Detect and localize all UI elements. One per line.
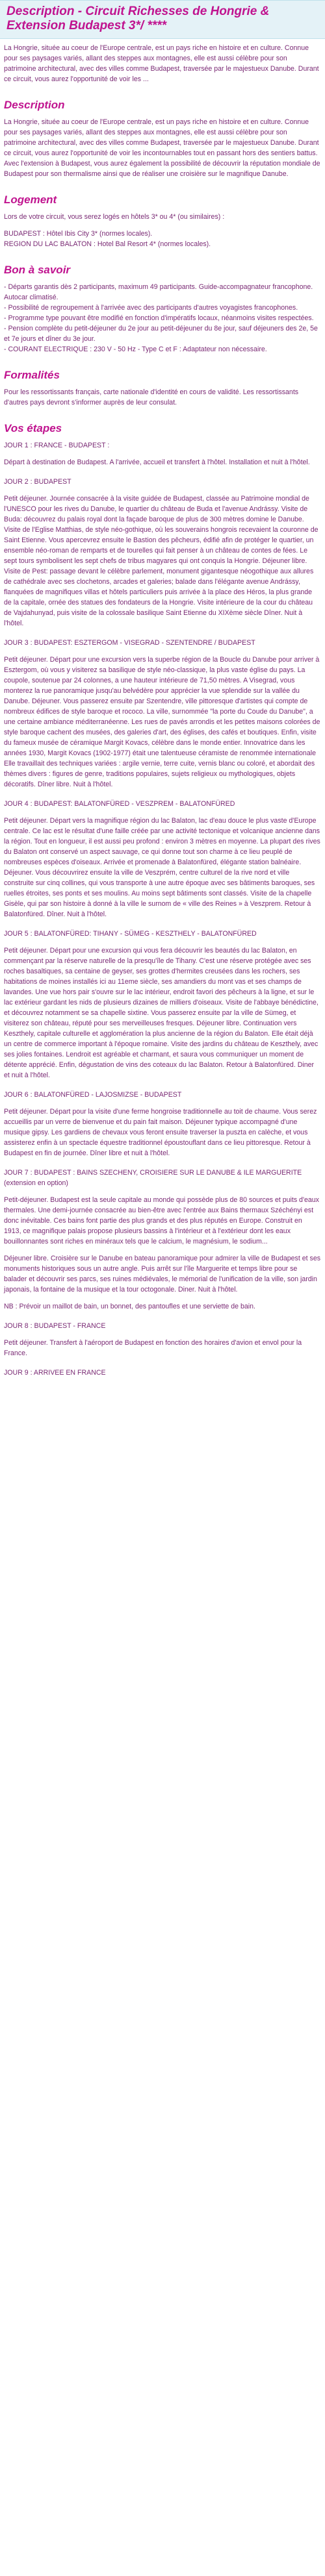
bon-a-savoir-list (4, 282, 321, 355)
day-title: JOUR 9 : ARRIVEE EN FRANCE (4, 1369, 106, 1377)
intro-text: La Hongrie, située au coeur de l'Europe centrale, est un pays riche en histoire et en culture. Connue pour ses paysages variés, allant des steppes aux montagnes, elle est aussi célèbre pour son patrimoine architectural, avec des villes comme Budapest, traversée par le majestueux Danube. Durant ce circuit, vous aurez l'opportunité de voir les ... (4, 44, 319, 83)
logement-hotel-budapest: BUDAPEST : Hôtel Ibis City 3* (normes locales). (4, 230, 153, 238)
day-6 (4, 1090, 321, 1158)
title-banner (0, 0, 325, 39)
day-title: JOUR 7 : BUDAPEST : BAINS SZECHENY, CROISIERE SUR LE DANUBE & ILE MARGUERITE (extension en option) (4, 1169, 302, 1187)
day-title: JOUR 3 : BUDAPEST: ESZTERGOM - VISEGRAD - SZENTENDRE / BUDAPEST (4, 639, 255, 647)
day-text: Déjeuner libre. Croisière sur le Danube en bateau panoramique pour admirer la ville de Budapest et ses monuments historiques sous un autre angle. Puis arrêt sur l'île Marguerite et temps libre pour se balader et découvrir ses parcs, ses ruines médiévales, le mémorial de l'unification de la ville, son jardin japonais, la fontaine de la musique et la tour octogonale. Diner. Nuit à l'hôtel. (4, 1255, 321, 1294)
formalites-heading: Formalités (4, 369, 60, 381)
description-heading: Description (4, 99, 65, 111)
day-title: JOUR 2 : BUDAPEST (4, 478, 72, 486)
bon-a-savoir-item: - Possibilité de regroupement à l'arrivée avec des participants d'autres voyagistes francophones. (4, 304, 298, 312)
day-2 (4, 477, 321, 629)
day-title: JOUR 6 : BALATONFÜRED - LAJOSMIZSE - BUDAPEST (4, 1091, 182, 1099)
day-text: Petit déjeuner. Départ pour la visite d'une ferme hongroise traditionnelle au toit de chaume. Vous serez accueillis par un verre de bienvenue et du pain fait maison. Déjeuner typique accompagné d'une musique gipsy. Les gardiens de chevaux vous feront ensuite traverser la puszta en calèche, et vous assisterez enfin à un spectacle équestre traditionnel époustouflant dans ce lieu pittoresque. Retour à Budapest en fin de journée. Dîner libre et nuit à l'hôtel. (4, 1108, 317, 1157)
day-text: Petit-déjeuner. Budapest est la seule capitale au monde qui possède plus de 80 sources et puits d'eaux thermales. Une demi-journée consacrée au bien-être avec l'entrée aux Bains thermaux Széchényi est donc inévitable. Ces bains font partie des plus grands et des plus réputés en Europe. Construit en 1913, ce magnifique palais propose plusieurs bassins à l'intérieur et à l'extérieur dont les eaux bouillonnantes sont riches en minéraux tels que le calcium, le magnésium, le sodium... (4, 1196, 319, 1245)
logement-heading: Logement (4, 194, 57, 206)
bon-a-savoir-item: - COURANT ELECTRIQUE : 230 V - 50 Hz - Type C et F : Adaptateur non nécessaire. (4, 345, 267, 353)
day-8 (4, 1321, 321, 1358)
day-7 (4, 1168, 321, 1312)
formalites-text: Pour les ressortissants français, carte nationale d'identité en cours de validité. Les ressortissants d'autres pays devront s'informer auprès de leur consulat. (4, 388, 299, 406)
bon-a-savoir-item: - Départs garantis dès 2 participants, maximum 49 participants. Guide-accompagnateur francophone. Autocar climatisé. (4, 283, 313, 301)
day-title: JOUR 5 : BALATONFÜRED: TIHANY - SÜMEG - KESZTHELY - BALATONFÜRED (4, 930, 257, 938)
bon-a-savoir-item: - Pension complète du petit-déjeuner du 2e jour au petit-déjeuner du 8e jour, sauf déjeuners des 2e, 5e et 7e jours et dîner du 3e jour. (4, 325, 318, 343)
page-title: Description - Circuit Richesses de Hongrie & Extension Budapest 3*/ **** (6, 5, 270, 32)
day-title: JOUR 8 : BUDAPEST - FRANCE (4, 1322, 106, 1330)
day-5 (4, 929, 321, 1081)
logement-hotel-balaton: REGION DU LAC BALATON : Hotel Bal Resort 4* (normes locales). (4, 240, 211, 248)
day-4 (4, 799, 321, 919)
day-3 (4, 638, 321, 790)
day-note: NB : Prévoir un maillot de bain, un bonnet, des pantoufles et une serviette de bain. (4, 1303, 255, 1310)
bon-a-savoir-heading: Bon à savoir (4, 264, 71, 276)
day-1 (4, 440, 321, 468)
day-title: JOUR 4 : BUDAPEST: BALATONFÜRED - VESZPREM - BALATONFÜRED (4, 800, 235, 808)
day-text: Petit déjeuner. Départ pour une excursion qui vous fera découvrir les beautés du lac Balaton, en commençant par la réserve naturelle de la presqu'île de Tihany. C'est une réserve protégée avec ses roches basaltiques, sa centaine de geyser, ses grottes d'hermites creusées dans les rochers, ses habitations de moines installés ici au 11eme siècle, ses amandiers du mont vas et ses champs de lavandes. Une vue hors pair s'ouvre sur le lac intérieur, endroit favori des pêcheurs à la ligne, et sur le lac extérieur gardant les nids de plusieurs dizaines de milliers d'oiseaux. Visite de l'abbaye bénédictine, et découvrez notamment se sa chapelle sixtine. Vous passerez ensuite par la ville de Sümeg, et visiterez son château, réputé pour ses merveilleuses fresques. Déjeuner libre. Continuation vers Keszthely, capitale culturelle et agglomération la plus ancienne de la région du Balaton. Elle était déjà un centre de commerce important à l'époque romaine. Visite des jardins du château de Keszthely, avec ses jolies fontaines. Lendroit est agréable et charmant, et saura vous communiquer un moment de détente apprécié. Enfin, dégustation de vins des coteaux du lac Balaton. Retour à Balatonfüred. Diner et nuit à l'hôtel. (4, 947, 318, 1079)
etapes-heading: Vos étapes (4, 422, 62, 434)
day-text: Départ à destination de Budapest. A l'arrivée, accueil et transfert à l'hôtel. Installation et nuit à l'hôtel. (4, 458, 310, 466)
bon-a-savoir-item: - Programme type pouvant être modifié en fonction d'impératifs locaux, néanmoins visites respectées. (4, 314, 314, 322)
logement-intro: Lors de votre circuit, vous serez logés en hôtels 3* ou 4* (ou similaires) : (4, 213, 225, 221)
description-text: La Hongrie, située au coeur de l'Europe centrale, est un pays riche en histoire et en culture. Connue pour ses paysages variés, allant des steppes aux montagnes, elle est aussi célèbre pour son patrimoine architectural, avec des villes comme Budapest, traversée par le majestueux Danube. Durant ce circuit, vous aurez l'opportunité de voir les incontournables tout en passant hors des sentiers battus. Avec l'extension à Budapest, vous aurez également la possibilité de découvrir la réputation mondiale de Budapest pour son thermalisme ainsi que de réaliser une croisière sur le magnifique Danube. (4, 118, 320, 178)
day-9 (4, 1368, 321, 1378)
day-title: JOUR 1 : FRANCE - BUDAPEST : (4, 442, 110, 449)
day-text: Petit déjeuner. Départ vers la magnifique région du lac Balaton, lac d'eau douce le plus vaste d'Europe centrale. Ce lac est le résultat d'une faille créée par une activité tectonique et volcanique ancienne dans la région. Tout en longueur, il est aussi peu profond : environ 3 mètres en moyenne. La plupart des rives du Balaton ont conservé un aspect sauvage, ce qui donne tout son charme à ce lieu peuplé de nombreuses espèces d'oiseaux. Arrivée et promenade à Balatonfüred, élégante station balnéaire. Déjeuner. Vous découvrirez ensuite la ville de Veszprém, centre culturel de la rive nord et ville construite sur cinq collines, qui vous transporte à une autre époque avec ses bâtiments baroques, ses ruelles étroites, ses ponts et ses moulins. Au moins sept bâtiments sont classés. Visite de la chapelle Gisèle, qui par son histoire à donné à la ville le surnom de « ville des Reines » à Veszprem. Retour à Balatonfüred. Dîner. Nuit à l'hôtel. (4, 817, 320, 918)
day-text: Petit déjeuner. Départ pour une excursion vers la superbe région de la Boucle du Danube pour arriver à Esztergom, où vous y visiterez sa basilique de style néo-classique, la plus vaste église du pays. La coupole, soutenue par 24 colonnes, a une hauteur intérieure de 71,50 mètres. A Visegrad, vous monterez la rue panoramique jusqu'au belvédère pour apprécier la vue splendide sur la vallée du Danube. Déjeuner. Vous passerez ensuite par Szentendre, ville pittoresque d'artistes qui compte de nombreux édifices de style baroque et rococo. La ville, surnommée "la porte du Coude du Danube", a une certaine ambiance méditerranéenne. Les rues de pavés arrondis et les petites maisons colorées de style baroque cachent des musées, des galeries d'art, des églises, des cafés et boutiques. Enfin, visite du fameux musée de céramique Margit Kovacs, célèbre dans le monde entier. Innovatrice dans les années 1930, Margit Kovacs (1902-1977) était une talentueuse céramiste de renommée internationale Elle travaillait des techniques variées : argile vernie, terre cuite, vernis blanc ou coloré, et abordait des thèmes divers : figures de genre, traditions populaires, sujets religieux ou mythologiques, objets décoratifs. Dîner libre. Nuit à l'hôtel. (4, 656, 320, 788)
day-text: Petit déjeuner. Transfert à l'aéroport de Budapest en fonction des horaires d'avion et envol pour la France. (4, 1339, 302, 1357)
day-text: Petit déjeuner. Journée consacrée à la visite guidée de Budapest, classée au Patrimoine mondial de l'UNESCO pour les rives du Danube, le quartier du château de Buda et l'avenue Andrássy. Visite de Buda: découvrez du palais royal dont la façade baroque de plus de 300 mètres domine le Danube. Visite de l'Eglise Matthias, de style néo-gothique, où les souverains hongrois recevaient la couronne de Saint Etienne. Vous apercevrez ensuite le Bastion des pêcheurs, édifié afin de protéger le quartier, un ensemble néo-roman de remparts et de tourelles qui fait penser à un château de contes de fées. Le sept tours symbolisent les sept chefs de tribus magyares qui ont conquis la Hongrie. Déjeuner libre. Visite de Pest: passage devant le célèbre parlement, monument gigantesque néogothique aux allures de cathédrale avec ses clochetons, arcades et galeries; balade dans l'élégante avenue Andrássy, flanquées de magnifiques villas et hôtels particuliers puis arrivée à la place des Héros, la plus grande de la capitale, ornée des statues des fondateurs de la Hongrie. Visite intérieure de la cour du château de Vajdahunyad, puis visite de la colossale basilique Saint Etienne du XIXème siècle Dîner. Nuit à l'hôtel. (4, 495, 318, 627)
